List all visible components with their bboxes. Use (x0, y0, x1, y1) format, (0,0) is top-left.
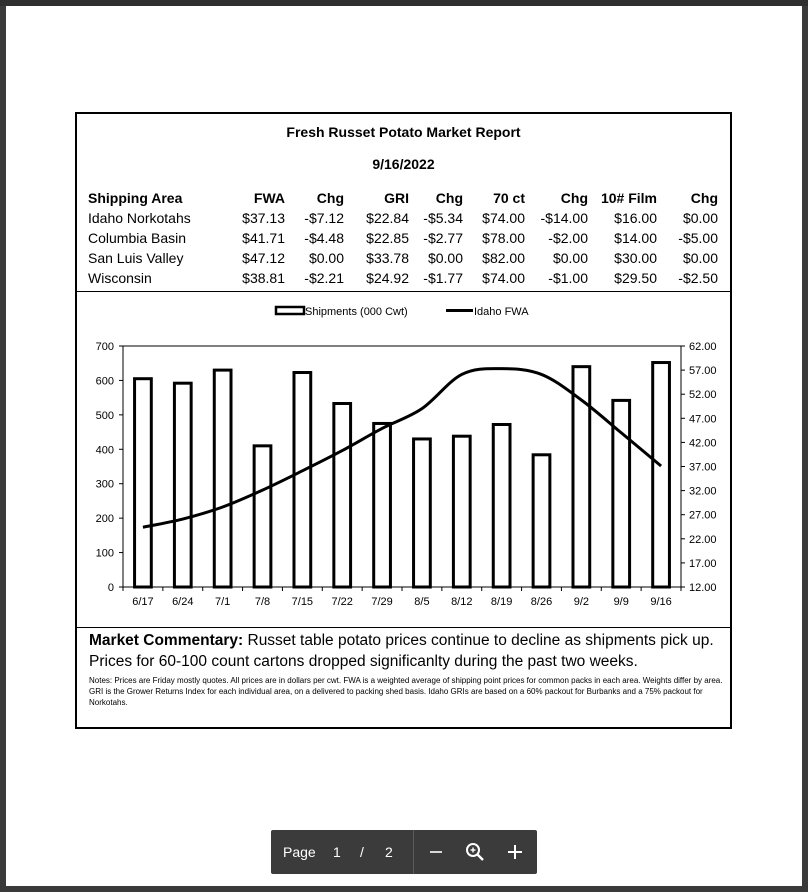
table-cell: -$5.34 (423, 210, 463, 226)
report-title: Fresh Russet Potato Market Report (286, 124, 521, 140)
table-cell: $29.50 (614, 270, 657, 286)
x-tick-label: 8/5 (414, 596, 430, 608)
y2-tick-label: 27.00 (689, 509, 717, 522)
shipment-bar (214, 370, 231, 587)
report-notes: Notes: Prices are Friday mostly quotes. All prices are in dollars per cwt. FWA is a weighted average of shipping point prices for common packs in each area. Weights differ by area. GRI is the Grower Returns Index for each individual area, on a delivered to packing shed basis. Idaho GRIs are based on a 60% packout for Burbanks and a 75% packout for Norkotahs. (89, 676, 723, 707)
shipment-bar (294, 373, 311, 587)
x-tick-label: 7/29 (371, 596, 393, 608)
col-header: GRI (384, 190, 409, 206)
zoom-in-icon[interactable] (463, 830, 487, 874)
page-separator: / (360, 844, 364, 860)
y2-tick-label: 32.00 (689, 485, 717, 498)
x-tick-label: 7/8 (254, 596, 271, 608)
table-cell: $22.84 (366, 210, 409, 226)
y-tick-label: 200 (95, 513, 114, 526)
table-cell: $30.00 (614, 250, 657, 266)
table-cell: -$2.77 (423, 230, 463, 246)
table-cell: $24.92 (366, 270, 409, 286)
col-header: Chg (560, 190, 588, 206)
table-row (88, 248, 718, 268)
table-cell: $16.00 (614, 210, 657, 226)
shipment-bar (533, 455, 550, 587)
table-row (88, 228, 718, 248)
y-tick-label: 0 (107, 582, 114, 594)
y-tick-label: 100 (95, 547, 114, 560)
table-cell: $82.00 (482, 250, 525, 266)
shipment-bar (174, 383, 191, 587)
x-tick-label: 7/1 (214, 596, 231, 608)
table-cell: -$1.00 (548, 270, 588, 286)
col-header: Chg (690, 190, 718, 206)
zoom-out-icon[interactable] (425, 830, 447, 874)
shipment-bar (334, 403, 351, 587)
col-header: FWA (253, 190, 285, 206)
table-cell: $38.81 (242, 270, 285, 286)
table-cell: -$4.48 (304, 230, 344, 246)
shipments-price-chart (77, 293, 730, 627)
col-header: 70 ct (493, 190, 525, 206)
legend-label-idaho-fwa: Idaho FWA (474, 306, 529, 318)
x-tick-label: 9/16 (650, 596, 672, 608)
y2-tick-label: 12.00 (689, 582, 717, 594)
x-tick-label: 8/12 (451, 596, 473, 608)
page-toolbar (271, 830, 537, 874)
shipment-bar (493, 424, 510, 587)
legend-bar-swatch (276, 307, 304, 314)
shipment-bar (414, 439, 431, 587)
shipment-bar (453, 436, 470, 587)
table-cell: $74.00 (482, 270, 525, 286)
y2-tick-label: 57.00 (689, 365, 717, 378)
table-cell: Columbia Basin (88, 230, 187, 246)
y-tick-label: 500 (95, 409, 114, 422)
y2-tick-label: 22.00 (689, 533, 717, 546)
x-tick-label: 8/19 (490, 596, 513, 608)
table-cell: $74.00 (482, 210, 525, 226)
commentary-text: Russet table potato prices continue to decline as shipments pick up. Prices for 60-100 count cartons dropped significanlty during the past two weeks. (89, 632, 714, 670)
table-cell: -$14.00 (540, 210, 588, 226)
table-cell: $0.00 (682, 210, 718, 226)
plot-area (123, 346, 681, 587)
table-row (88, 208, 718, 228)
table-cell: $22.85 (366, 230, 409, 246)
report-date: 9/16/2022 (372, 156, 435, 172)
market-commentary (89, 630, 724, 672)
x-tick-label: 6/24 (172, 596, 194, 608)
table-cell: $0.00 (427, 250, 463, 266)
table-cell: -$7.12 (304, 210, 344, 226)
divider (77, 627, 730, 628)
page-label: Page (283, 844, 316, 860)
table-cell: $0.00 (308, 250, 344, 266)
col-header: Chg (435, 190, 463, 206)
shipment-bar (135, 379, 152, 587)
y2-tick-label: 37.00 (689, 461, 717, 474)
table-cell: $33.78 (366, 250, 409, 266)
shipment-bar (374, 423, 391, 587)
x-tick-label: 7/15 (291, 596, 314, 608)
table-cell: $47.12 (242, 250, 285, 266)
total-pages: 2 (385, 844, 393, 860)
table-cell: $41.71 (242, 230, 285, 246)
plus-icon[interactable] (504, 830, 526, 874)
x-tick-label: 6/17 (132, 596, 154, 608)
table-cell: $0.00 (682, 250, 718, 266)
y-tick-label: 700 (95, 341, 114, 353)
price-table-header (88, 188, 718, 208)
table-cell: $37.13 (242, 210, 285, 226)
y-tick-label: 400 (95, 444, 114, 457)
legend-label-shipments: Shipments (000 Cwt) (305, 306, 408, 318)
y-tick-label: 600 (95, 375, 114, 388)
y2-tick-label: 52.00 (689, 389, 717, 402)
market-report (75, 112, 732, 729)
x-tick-label: 7/22 (331, 596, 353, 608)
col-header: Shipping Area (88, 190, 183, 206)
col-header: Chg (316, 190, 344, 206)
shipment-bar (653, 363, 670, 587)
price-table (88, 188, 718, 288)
shipment-bar (254, 446, 271, 587)
y2-tick-label: 42.00 (689, 437, 717, 450)
table-row (88, 268, 718, 288)
y-tick-label: 300 (95, 478, 114, 491)
col-header: 10# Film (600, 190, 657, 206)
table-cell: Wisconsin (88, 270, 152, 286)
table-cell: Idaho Norkotahs (88, 210, 191, 226)
table-cell: -$2.21 (304, 270, 344, 286)
divider (77, 291, 730, 292)
table-cell: $0.00 (552, 250, 588, 266)
x-tick-label: 9/9 (613, 596, 629, 608)
table-cell: -$1.77 (423, 270, 463, 286)
table-cell: -$5.00 (678, 230, 718, 246)
table-cell: -$2.00 (548, 230, 588, 246)
y2-tick-label: 17.00 (689, 557, 717, 570)
table-cell: -$2.50 (678, 270, 718, 286)
table-cell: $14.00 (614, 230, 657, 246)
y2-tick-label: 47.00 (689, 413, 717, 426)
table-cell: San Luis Valley (88, 250, 184, 266)
current-page-input[interactable]: 1 (333, 844, 341, 860)
toolbar-separator (413, 830, 414, 874)
commentary-label: Market Commentary: (89, 632, 244, 649)
table-cell: $78.00 (482, 230, 525, 246)
x-tick-label: 9/2 (573, 596, 590, 608)
y2-tick-label: 62.00 (689, 341, 717, 353)
x-tick-label: 8/26 (530, 596, 553, 608)
